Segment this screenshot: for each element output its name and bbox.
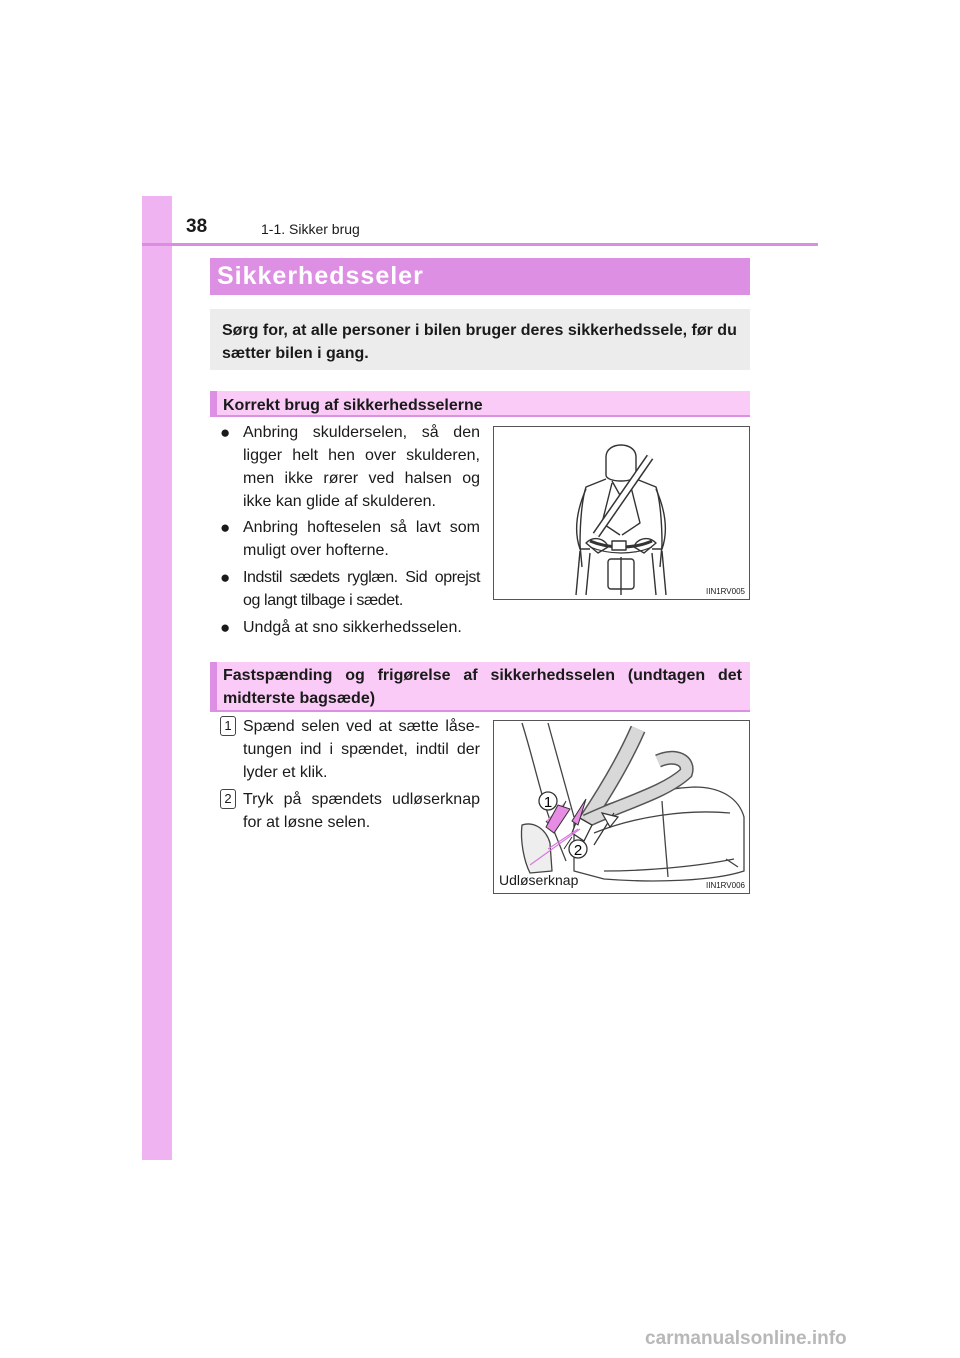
step-number: 2 xyxy=(220,789,236,809)
bullet-item xyxy=(220,421,480,513)
callout-2: 2 xyxy=(573,842,583,859)
watermark: carmanualsonline.info xyxy=(645,1328,847,1349)
buckle-illustration xyxy=(493,720,750,894)
bullet-text: Anbring skulderselen, så den ligger helt hen over skulderen, men ikke rører ved halsen og ikke kan glide af skulderen. xyxy=(243,424,480,510)
page-title: Sikkerhedsseler xyxy=(217,262,424,290)
intro-box xyxy=(210,309,750,370)
step-number: 1 xyxy=(220,716,236,736)
seated-person-drawing xyxy=(494,427,749,599)
step-text: Tryk på spændets udløserknap for at løsne selen. xyxy=(243,791,480,831)
bullet-dot-icon: ● xyxy=(220,518,231,537)
section-heading-fastening xyxy=(210,662,750,712)
step-item xyxy=(220,788,480,834)
bullet-dot-icon: ● xyxy=(220,618,231,637)
page-number: 38 xyxy=(186,216,208,237)
intro-text: Sørg for, at alle personer i bilen bruger deres sikkerhedssele, før du sætter bilen i gang. xyxy=(222,322,737,362)
bullet-text: Undgå at sno sikkerhedsselen. xyxy=(243,619,462,636)
bullet-dot-icon: ● xyxy=(220,568,230,587)
bullet-dot-icon: ● xyxy=(220,423,231,442)
bullet-text: Anbring hofteselen så lavt som muligt over hofterne. xyxy=(243,519,480,559)
page-title-bar xyxy=(210,258,750,295)
bullet-item xyxy=(220,566,480,612)
section-heading-correct-use xyxy=(210,391,750,417)
buckle-drawing xyxy=(494,721,749,893)
figure-code: IIN1RV006 xyxy=(706,881,745,890)
figure-code: IIN1RV005 xyxy=(706,587,745,596)
sidebar-strip xyxy=(142,196,172,1160)
callout-1: 1 xyxy=(543,794,553,811)
bullet-item xyxy=(220,516,480,562)
section-heading-text: Fastspænding og frigørelse af sikkerhedsselen (undtagen det midterste bagsæde) xyxy=(223,667,742,707)
step-item xyxy=(220,715,480,784)
bullet-text: Indstil sædets ryglæn. Sid oprejst og langt tilbage i sædet. xyxy=(243,569,480,609)
chapter-title: 1-1. Sikker brug xyxy=(261,221,360,237)
seated-person-illustration xyxy=(493,426,750,600)
section-heading-text: Korrekt brug af sikkerhedsselerne xyxy=(223,397,483,414)
step-text: Spænd selen ved at sætte låse- tungen ind i spændet, indtil der lyder et klik. xyxy=(243,718,480,781)
bullet-item xyxy=(220,616,480,639)
release-button-label: Udløserknap xyxy=(499,872,579,888)
header-rule xyxy=(142,243,818,246)
